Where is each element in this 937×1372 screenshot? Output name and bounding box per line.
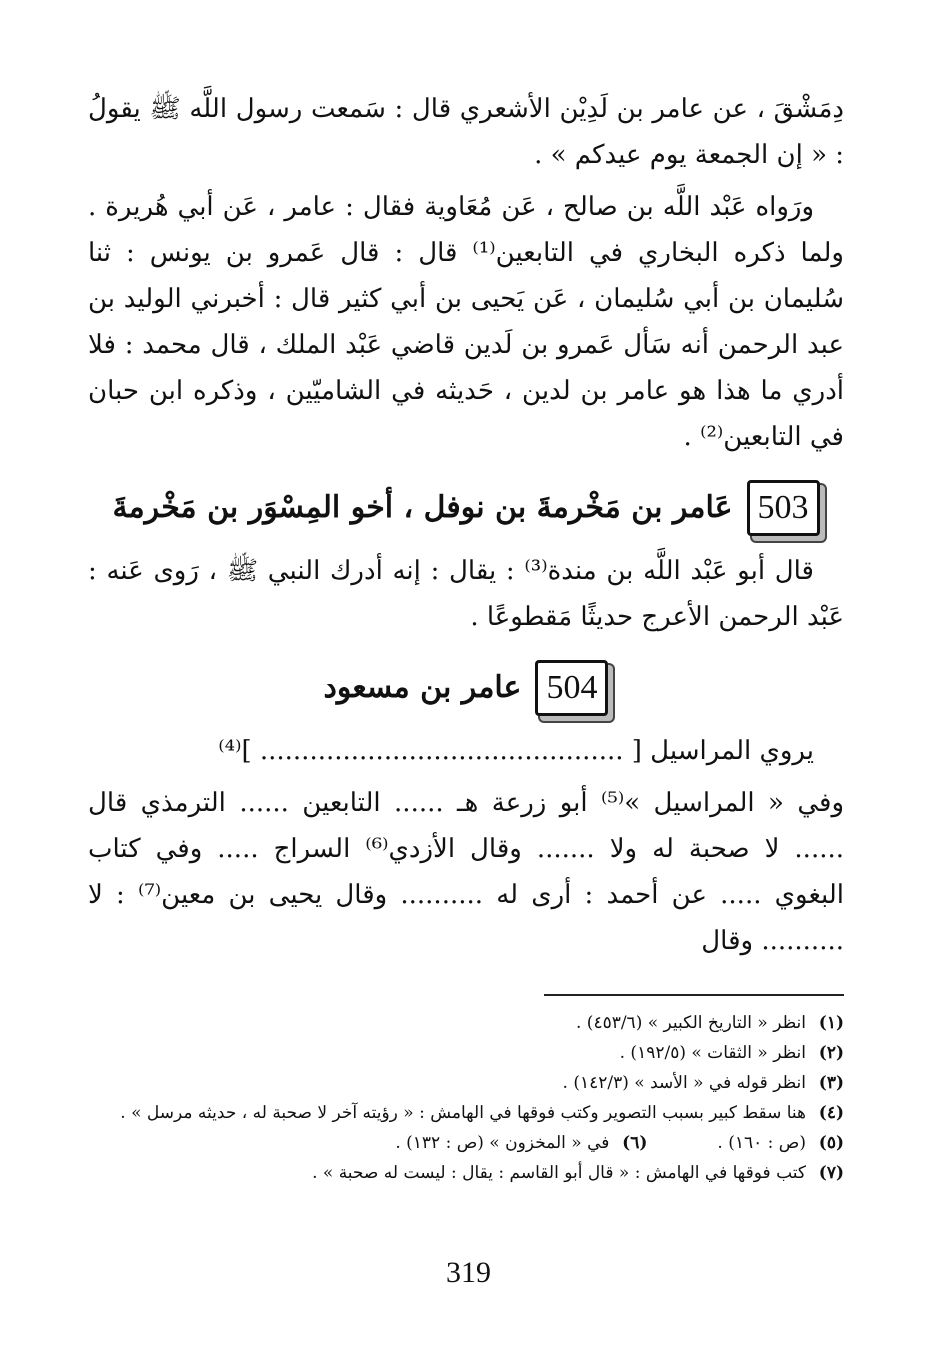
entry-503-heading: [88, 480, 844, 536]
footnote-text: كتب فوقها في الهامش : « قال أبو القاسم : يقال : ليست له صحبة » .: [312, 1163, 806, 1183]
footnote-number: (٢): [818, 1043, 844, 1063]
footnote-number: (٣): [818, 1073, 844, 1093]
footnote-text: (ص : ١٦٠) .: [717, 1133, 806, 1153]
entry-504-text: وفي « المراسيل »⁽⁵⁾ أبو زرعة هـ ...... التابعين ...... الترمذي قال ...... لا صحبة له ولا ....... وقال الأزدي⁽⁶⁾ السراج ..... وفي كتاب البغوي ..... عن أحمد : أرى له .......... وقال يحيى بن معين⁽⁷⁾ : لا .......... وقال: [88, 788, 844, 956]
footnote-number: (٤): [818, 1103, 844, 1123]
entry-title: عَامر بن مَخْرمةَ بن نوفل ، أخو المِسْوَر بن مَخْرمةَ: [112, 490, 733, 525]
footnote: [395, 1128, 647, 1158]
paragraph-continuation: دِمَشْقَ ، عن عامر بن لَدِيْن الأشعري قال : سَمعت رسول اللَّه ﷺ يقولُ : « إن الجمعة يوم عيدكم » .: [88, 94, 844, 170]
footnotes: [88, 1008, 844, 1188]
entry-504-line: يروي المراسيل [ ............................................ ]⁽⁴⁾: [218, 736, 814, 766]
footnote: [88, 1158, 844, 1188]
footnote-text: هنا سقط كبير بسبب التصوير وكتب فوقها في الهامش : « رؤيته آخر لا صحبة له ، حديثه مرسل » .: [120, 1103, 806, 1123]
footnote-text: في « المخزون » (ص : ١٣٢) .: [395, 1133, 610, 1153]
entry-title: عامر بن مسعود: [323, 670, 522, 705]
entry-504-heading: [88, 660, 844, 716]
footnote-number: (٥): [818, 1133, 844, 1153]
footnote-number: (٧): [818, 1163, 844, 1183]
footnote: [88, 1068, 844, 1098]
page-number: 319: [446, 1256, 491, 1289]
page-body: [88, 86, 844, 1188]
footnote: [88, 1038, 844, 1068]
paragraph-narration: ورَواه عَبْد اللَّه بن صالح ، عَن مُعَاوية فقال : عامر ، عَن أبي هُريرة . ولما ذكره البخاري في التابعين⁽¹⁾ قال : قال عَمرو بن يونس : ثنا سُليمان بن أبي سُليمان ، عَن يَحيى بن أبي كثير قال : أخبرني الوليد بن عبد الرحمن أنه سَأل عَمرو بن لَدين قاضي عَبْد الملك ، قال محمد : فلا أدري ما هذا هو عامر بن لدين ، حَديثه في الشاميّين ، وذكره ابن حبان في التابعين⁽²⁾ .: [88, 192, 844, 452]
footnote-row: [88, 1128, 844, 1158]
entry-number-box: 504: [535, 660, 608, 716]
footnote-number: (١): [818, 1013, 844, 1033]
entry-503-text: قال أبو عَبْد اللَّه بن مندة⁽³⁾ : يقال : إنه أدرك النبي ﷺ ، رَوى عَنه : عَبْد الرحمن الأعرج حديثًا مَقطوعًا .: [88, 556, 844, 632]
footnote: [88, 1098, 844, 1128]
footnote-text: انظر قوله في « الأسد » (١٤٢/٣) .: [562, 1073, 806, 1093]
footnote-divider: [544, 994, 844, 996]
footnote: [717, 1128, 844, 1158]
footnote-number: (٦): [622, 1133, 648, 1153]
footnote-text: انظر « الثقات » (١٩٢/٥) .: [619, 1043, 806, 1063]
footnote-text: انظر « التاريخ الكبير » (٤٥٣/٦) .: [575, 1013, 806, 1033]
footnote: [88, 1008, 844, 1038]
entry-number-box: 503: [747, 480, 820, 536]
